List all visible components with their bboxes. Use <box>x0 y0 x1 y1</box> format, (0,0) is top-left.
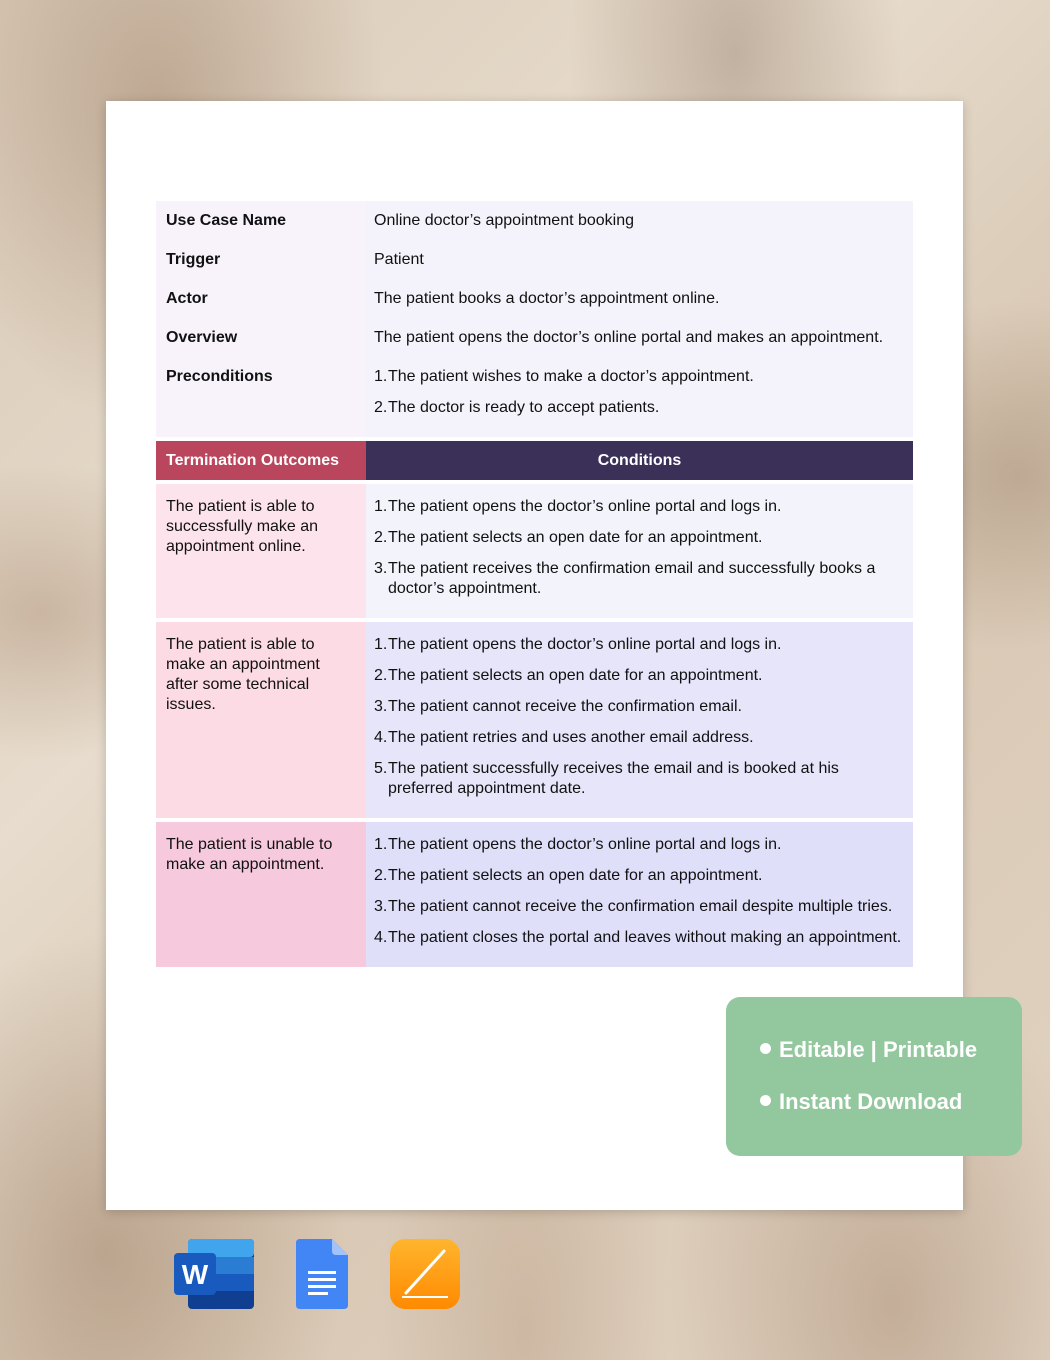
item-text: The patient selects an open date for an appointment. <box>388 667 763 684</box>
item-number: 2. <box>374 399 388 416</box>
header-termination-outcomes: Termination Outcomes <box>156 441 366 480</box>
condition-item <box>374 866 905 886</box>
row-label: Trigger <box>156 239 366 278</box>
condition-item <box>374 728 905 748</box>
item-number: 4. <box>374 729 388 746</box>
item-number: 5. <box>374 760 388 777</box>
row-trigger <box>156 239 913 278</box>
condition-item <box>374 697 905 717</box>
condition-item <box>374 928 905 948</box>
outcome-text: The patient is able to make an appointment after some technical issues. <box>156 622 366 818</box>
row-value: Patient <box>366 239 913 278</box>
row-use-case-name <box>156 201 913 239</box>
item-text: The doctor is ready to accept patients. <box>388 399 660 416</box>
row-actor <box>156 278 913 317</box>
item-number: 3. <box>374 560 388 577</box>
conditions-list <box>366 822 913 967</box>
condition-item <box>374 759 905 799</box>
item-number: 1. <box>374 636 388 653</box>
feature-instant-download <box>760 1089 962 1115</box>
feature-editable-printable <box>760 1037 977 1063</box>
outcome-text: The patient is unable to make an appointment. <box>156 822 366 967</box>
item-text: The patient selects an open date for an appointment. <box>388 529 763 546</box>
item-number: 4. <box>374 929 388 946</box>
google-docs-icon[interactable] <box>296 1239 348 1314</box>
condition-item <box>374 528 905 548</box>
precondition-item <box>374 398 905 418</box>
header-conditions: Conditions <box>366 441 913 480</box>
precondition-item <box>374 367 905 387</box>
feature-label: Editable | Printable <box>779 1037 978 1062</box>
item-number: 2. <box>374 667 388 684</box>
outcome-row <box>156 484 913 618</box>
bullet-icon <box>760 1095 771 1106</box>
outcome-row <box>156 822 913 967</box>
item-number: 3. <box>374 698 388 715</box>
row-value: The patient opens the doctor’s online portal and makes an appointment. <box>366 317 913 356</box>
item-text: The patient opens the doctor’s online portal and logs in. <box>388 836 782 853</box>
item-text: The patient cannot receive the confirmation email. <box>388 698 742 715</box>
item-number: 2. <box>374 529 388 546</box>
condition-item <box>374 666 905 686</box>
word-icon[interactable] <box>174 1239 254 1314</box>
use-case-table <box>156 201 913 967</box>
item-text: The patient selects an open date for an appointment. <box>388 867 763 884</box>
item-text: The patient opens the doctor’s online portal and logs in. <box>388 498 782 515</box>
item-number: 2. <box>374 867 388 884</box>
conditions-list <box>366 484 913 618</box>
item-number: 1. <box>374 368 388 385</box>
table-header <box>156 441 913 480</box>
condition-item <box>374 497 905 517</box>
row-overview <box>156 317 913 356</box>
row-preconditions <box>156 356 913 437</box>
conditions-list <box>366 622 913 818</box>
row-value: Online doctor’s appointment booking <box>366 201 913 239</box>
row-value: The patient books a doctor’s appointment online. <box>366 278 913 317</box>
item-text: The patient wishes to make a doctor’s appointment. <box>388 368 754 385</box>
row-label: Preconditions <box>156 356 366 437</box>
features-badge <box>726 997 1022 1156</box>
item-text: The patient successfully receives the email and is booked at his preferred appointment date. <box>388 760 839 797</box>
condition-item <box>374 635 905 655</box>
item-text: The patient retries and uses another email address. <box>388 729 754 746</box>
item-number: 1. <box>374 498 388 515</box>
bullet-icon <box>760 1043 771 1054</box>
item-number: 1. <box>374 836 388 853</box>
outcome-row <box>156 622 913 818</box>
row-label: Overview <box>156 317 366 356</box>
feature-label: Instant Download <box>779 1089 963 1114</box>
item-text: The patient closes the portal and leaves without making an appointment. <box>388 929 902 946</box>
svg-text:W: W <box>181 1259 209 1290</box>
item-number: 3. <box>374 898 388 915</box>
row-label: Use Case Name <box>156 201 366 239</box>
pages-icon[interactable] <box>390 1239 460 1314</box>
preconditions-list <box>366 356 913 437</box>
condition-item <box>374 559 905 599</box>
condition-item <box>374 897 905 917</box>
item-text: The patient cannot receive the confirmation email despite multiple tries. <box>388 898 893 915</box>
condition-item <box>374 835 905 855</box>
outcome-text: The patient is able to successfully make an appointment online. <box>156 484 366 618</box>
item-text: The patient opens the doctor’s online portal and logs in. <box>388 636 782 653</box>
row-label: Actor <box>156 278 366 317</box>
item-text: The patient receives the confirmation email and successfully books a doctor’s appointment. <box>388 560 876 597</box>
